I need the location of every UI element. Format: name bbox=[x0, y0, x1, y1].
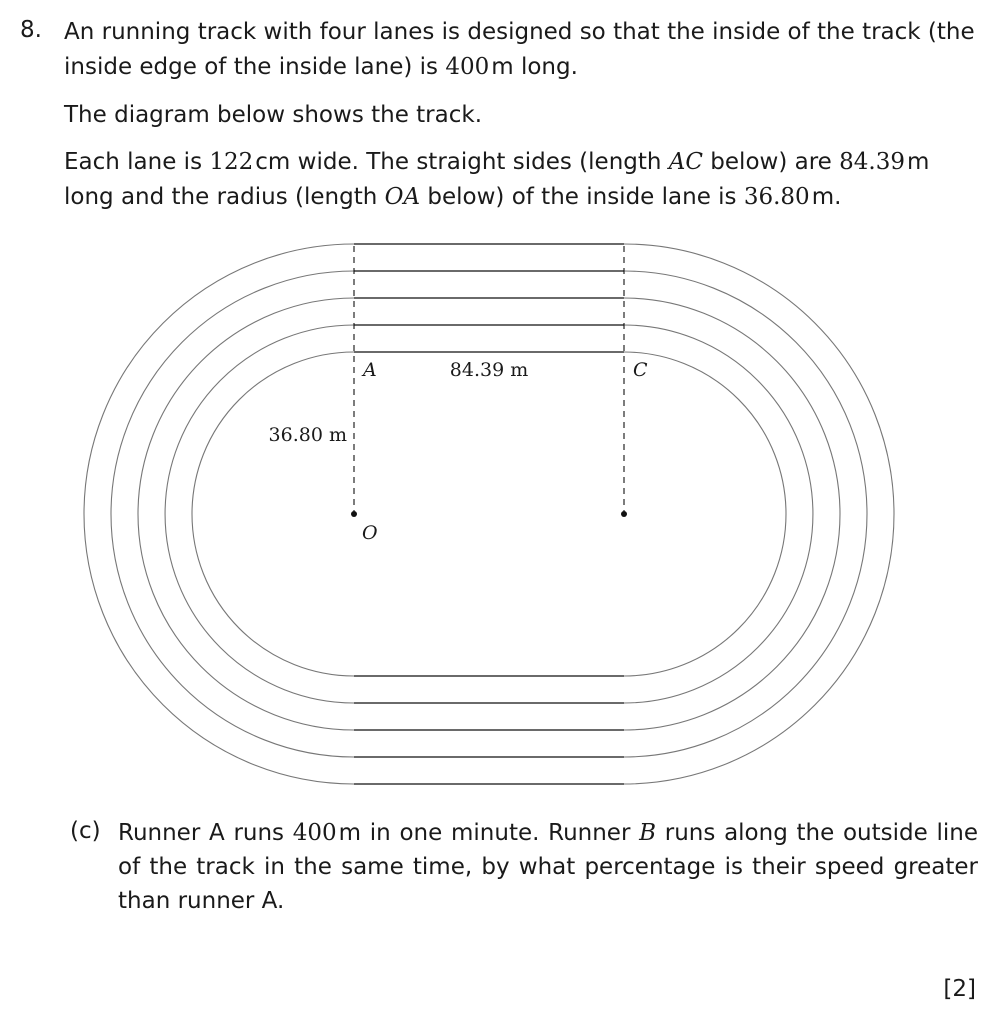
marks: [2] bbox=[943, 976, 976, 1002]
lane-arc-left-3 bbox=[138, 298, 354, 730]
label-A: A bbox=[363, 359, 377, 381]
radius-symbol: OA bbox=[384, 184, 421, 210]
lane-straights bbox=[354, 244, 624, 784]
label-O: O bbox=[362, 522, 378, 544]
lane-arc-right-5 bbox=[624, 244, 894, 784]
inside-length-value: 400 bbox=[445, 54, 490, 80]
distance-unit: m bbox=[338, 820, 362, 846]
centre-point-right bbox=[621, 511, 627, 517]
distance-value: 400 bbox=[292, 820, 337, 846]
question-number: 8. bbox=[20, 17, 42, 43]
lane-arc-left-5 bbox=[84, 244, 354, 784]
lane-width-unit: cm bbox=[255, 149, 291, 175]
label-C: C bbox=[633, 359, 648, 381]
radius-unit: m bbox=[811, 184, 835, 210]
lane-arc-right-4 bbox=[624, 271, 867, 757]
straight-value: 84.39 bbox=[839, 149, 905, 175]
straight-unit: m bbox=[906, 149, 930, 175]
lane-arc-right-1 bbox=[624, 352, 786, 676]
label-straight-length: 84.39 m bbox=[449, 359, 529, 381]
lane-width-value: 122 bbox=[209, 149, 254, 175]
inside-length-unit: m bbox=[491, 54, 514, 80]
straight-symbol: AC bbox=[668, 149, 703, 175]
lane-arc-right-3 bbox=[624, 298, 840, 730]
centre-point-O bbox=[351, 511, 357, 517]
runner-b-symbol: B bbox=[639, 820, 657, 846]
lane-arc-left-1 bbox=[192, 352, 354, 676]
label-radius: 36.80 m bbox=[268, 424, 347, 446]
track-details: Each lane is 122cm wide. The straight sides (length AC below) are 84.39m long and the radius (length OA below) of the inside lane is 36.80m. bbox=[64, 149, 930, 210]
part-c-question: Runner A runs 400m in one minute. Runner B runs along the outside line of the track in the same time, by what percentage is their speed greater than runner A. bbox=[118, 820, 978, 914]
diagram-intro: The diagram below shows the track. bbox=[64, 102, 483, 128]
part-c-label: (c) bbox=[70, 818, 101, 844]
question-intro: An running track with four lanes is designed so that the inside of the track (the inside edge of the inside lane) is 400m long. bbox=[64, 19, 975, 80]
radius-value: 36.80 bbox=[743, 184, 810, 210]
lane-arc-left-4 bbox=[111, 271, 354, 757]
